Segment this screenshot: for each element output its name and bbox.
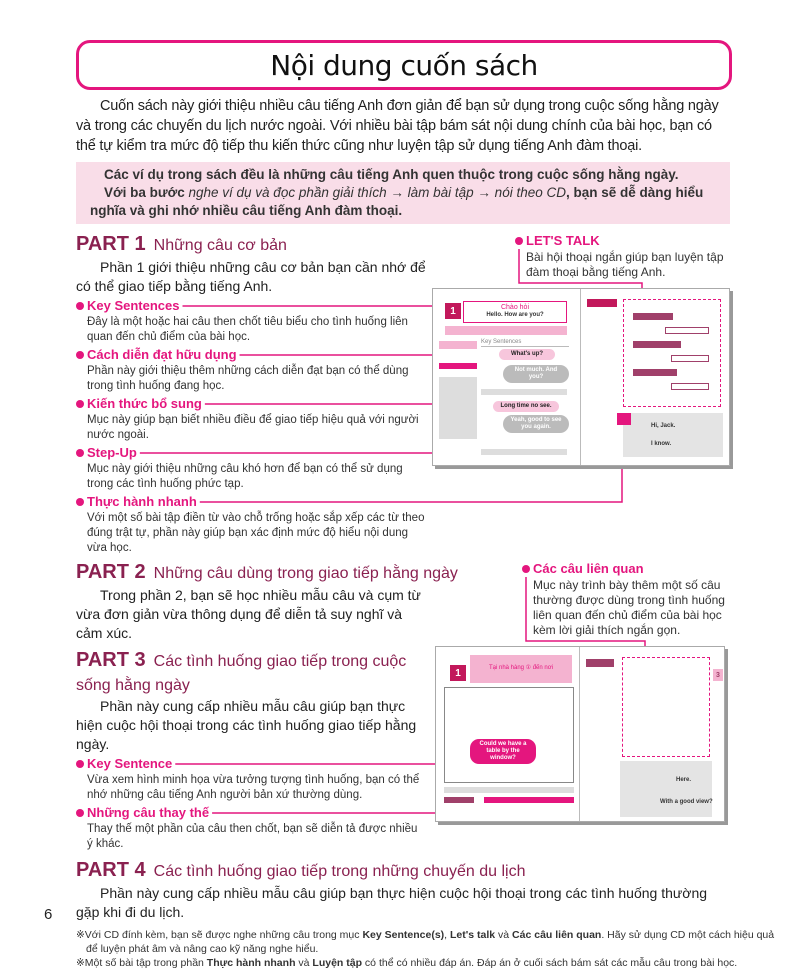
- part2-body: Trong phần 2, bạn sẽ học nhiều mẫu câu và cụm từ vừa đơn giản vừa thông dụng để diễn tả suy nghĩ và cảm xúc.: [76, 587, 421, 641]
- sidebar-header: [587, 299, 617, 307]
- exercise-line: Hi, Jack.: [651, 423, 676, 429]
- dialogue-line: [665, 327, 709, 334]
- speech-bubble: Could we have a table by the window?: [470, 739, 536, 764]
- highlight-line2: [90, 184, 720, 220]
- part3-preview-column: [432, 560, 732, 822]
- book-spread-part1: [432, 288, 730, 466]
- note-text: ,: [444, 929, 450, 941]
- note-bold: Các câu liên quan: [512, 929, 602, 941]
- speech-bubble: Not much. And you?: [503, 365, 569, 383]
- note-text: có thể có nhiều đáp án. Đáp án ở cuối sách bám sát các mẫu câu trong bài học.: [362, 957, 738, 969]
- dialogue-line: [633, 341, 681, 348]
- feature-item: [76, 297, 426, 345]
- related-sentences-box: [622, 657, 710, 757]
- key-sentences-header: Key Sentences: [481, 339, 569, 347]
- quick-practice-box: [623, 413, 723, 457]
- dialogue-line: [633, 313, 673, 320]
- text-block: [481, 449, 567, 455]
- label-step-up: Step-Up: [76, 445, 137, 461]
- label-extra-knowledge: Kiến thức bổ sung: [76, 396, 202, 412]
- lesson-subtitle: Hello. How are you?: [486, 312, 544, 318]
- desc-key-sentences: Đây là một hoặc hai câu then chốt tiêu biểu cho tình huống liên quan đến chủ điểm của bài học.: [87, 316, 408, 343]
- part1-preview-column: [432, 232, 732, 466]
- feature-item: [76, 493, 426, 556]
- feature-item: [76, 346, 426, 394]
- note-cd: [76, 928, 776, 956]
- part4-body: Phần này cung cấp nhiều mẫu câu giúp bạn thực hiện cuộc hội thoại trong các tình huống thường gặp khi đi du lịch.: [76, 885, 708, 920]
- part-title: Các tình huống giao tiếp trong những chuyến du lịch: [153, 863, 526, 880]
- label-key-sentence: Key Sentence: [76, 756, 172, 772]
- feature-item: [76, 395, 426, 443]
- label-key-sentences: Key Sentences: [76, 298, 180, 314]
- part-title: Những câu cơ bản: [153, 237, 287, 254]
- label-quick-practice: Thực hành nhanh: [76, 494, 197, 510]
- feature-item: [76, 755, 426, 803]
- part1-column: [76, 232, 426, 556]
- part1-heading: [76, 232, 426, 258]
- right-page: [580, 647, 724, 821]
- lesson-title: Chào hỏi: [500, 304, 530, 311]
- part1-section: [76, 232, 732, 556]
- note-bold: Luyện tập: [312, 957, 363, 969]
- practice-box: [620, 761, 712, 817]
- note-text: . Hãy sử dụng CD một cách hiệu quả để luyện phát âm và nâng cao kỹ năng nghe hiểu.: [86, 929, 775, 955]
- desc-key-sentence: Vừa xem hình minh họa vừa tưởng tượng tình huống, bạn có thể nhớ những câu tiếng Anh người bản xứ thường dùng.: [87, 774, 420, 801]
- illustration: [439, 377, 477, 439]
- related-callout: [522, 560, 732, 638]
- note-bold: Key Sentence(s): [362, 929, 445, 941]
- desc-useful-expressions: Phần này giới thiệu thêm những cách diễn đạt bạn có thể dùng trong tình huống đang học.: [87, 365, 409, 392]
- speech-bubble: What's up?: [499, 349, 555, 360]
- sidebar-header: [439, 341, 477, 349]
- sidebar-header: [439, 363, 477, 369]
- left-page: [433, 289, 581, 465]
- page-title: Nội dung cuốn sách: [270, 48, 538, 82]
- desc-substitutions: Thay thế một phần của câu then chốt, bạn sẽ diễn tả được nhiều ý khác.: [87, 823, 418, 850]
- part-label: PART 4: [76, 859, 146, 881]
- label-useful-expressions: Cách diễn đạt hữu dụng: [76, 347, 237, 363]
- note-text: và: [295, 957, 313, 969]
- part-title: Những câu dùng trong giao tiếp hằng ngày: [153, 565, 458, 582]
- title-box: [76, 40, 732, 90]
- sidebar-header: [444, 797, 474, 803]
- text-block: [444, 787, 574, 793]
- dialogue-line: [671, 355, 709, 362]
- speech-bubble: Long time no see.: [493, 401, 559, 412]
- substitution-header: [484, 797, 574, 803]
- exercise-line: I know.: [651, 441, 672, 447]
- practice-tag: [617, 413, 631, 425]
- page-number: 6: [44, 906, 53, 923]
- note-text: ※Một số bài tập trong phần: [76, 957, 207, 969]
- intro-paragraph: Cuốn sách này giới thiệu nhiều câu tiếng Anh đơn giản để bạn sử dụng trong cuộc sống hằng ngày và trong các chuyến du lịch nước ngoài. Với nhiều bài tập bám sát nội dung chính của bài học, bạn có thể tự kiểm tra mức độ tiếp thu kiến thức cũng như luyện tập sử dụng tiếng Anh đàm thoại.: [76, 98, 719, 154]
- note-bold: Let's talk: [450, 929, 496, 941]
- desc-lets-talk: Bài hội thoại ngắn giúp bạn luyện tập đàm thoại bằng tiếng Anh.: [526, 250, 724, 279]
- note-text: ※Với CD đính kèm, bạn sẽ được nghe những câu trong mục: [76, 929, 363, 941]
- part-label: PART 3: [76, 649, 146, 671]
- part-label: PART 1: [76, 233, 146, 255]
- desc-related-sentences: Mục này trình bày thêm một số câu thường được dùng trong tình huống liên quan đến chủ điểm của bài học kèm lời giải thích ngắn gọn.: [533, 578, 725, 637]
- lesson-title-box: [463, 301, 567, 323]
- desc-quick-practice: Với một số bài tập điền từ vào chỗ trống hoặc sắp xếp các từ theo đúng trật tự, phần này giúp bạn xác định mức độ hiểu nội dung vừa học.: [87, 512, 425, 554]
- dialogue-line: [633, 369, 677, 376]
- feature-item: [76, 444, 426, 492]
- lets-talk-callout: [515, 232, 732, 280]
- exercise-line: Here.: [676, 777, 692, 783]
- lesson-number: 1: [450, 665, 466, 681]
- part1-body: Phần 1 giới thiệu những câu cơ bản bạn cần nhớ để có thể giao tiếp bằng tiếng Anh.: [76, 259, 426, 294]
- illustration: [444, 687, 574, 783]
- part3-body: Phần này cung cấp nhiều mẫu câu giúp bạn thực hiện cuộc hội thoại trong các tình huống giao tiếp hằng ngày.: [76, 698, 417, 752]
- dialogue-line: [671, 383, 709, 390]
- label-related-sentences: Các câu liên quan: [522, 561, 644, 577]
- part-title: Các tình huống giao tiếp trong cuộc sống hằng ngày: [76, 653, 407, 694]
- note-text: và: [495, 929, 513, 941]
- lesson-title: Tại nhà hàng ① đến nơi: [470, 655, 572, 683]
- lesson-number: 1: [445, 303, 461, 319]
- intro-bar: [445, 326, 567, 335]
- desc-extra-knowledge: Mục này giúp bạn biết nhiều điều để giao tiếp hiệu quả với người nước ngoài.: [87, 414, 419, 441]
- part3-heading: [76, 649, 426, 697]
- speech-bubble: Yeah, good to see you again.: [503, 415, 569, 433]
- highlight-text: , bạn sẽ dễ dàng hiểu nghĩa và ghi nhớ nhiều câu tiếng Anh đàm thoại.: [90, 185, 704, 218]
- left-page: [436, 647, 580, 821]
- right-page: [581, 289, 729, 465]
- highlight-steps: nghe ví dụ và đọc phần giải thích → làm bài tập → nói theo CD: [188, 185, 566, 200]
- note-bold: Thực hành nhanh: [206, 957, 296, 969]
- part-label: PART 2: [76, 561, 146, 583]
- desc-step-up: Mục này giới thiệu những câu khó hơn để bạn có thể sử dụng trong các tình huống phức tạp.: [87, 463, 403, 490]
- highlight-box: [76, 162, 730, 224]
- sidebar-header: [586, 659, 614, 667]
- side-tab: 3: [713, 669, 723, 681]
- exercise-line: With a good view?: [660, 799, 713, 805]
- text-block: [481, 389, 567, 395]
- part2-heading: [76, 560, 458, 586]
- part2-3-section: [76, 560, 732, 852]
- part2-3-column: [76, 560, 458, 852]
- label-substitutions: Những câu thay thế: [76, 805, 209, 821]
- highlight-text: Với ba bước: [104, 185, 189, 200]
- note-answers: [76, 956, 776, 970]
- part4-heading: [76, 858, 732, 884]
- book-spread-part3: [435, 646, 725, 822]
- label-lets-talk: LET'S TALK: [515, 233, 600, 249]
- feature-item: [76, 804, 426, 852]
- highlight-line1: Các ví dụ trong sách đều là những câu tiếng Anh quen thuộc trong cuộc sống hằng ngày.: [104, 167, 679, 182]
